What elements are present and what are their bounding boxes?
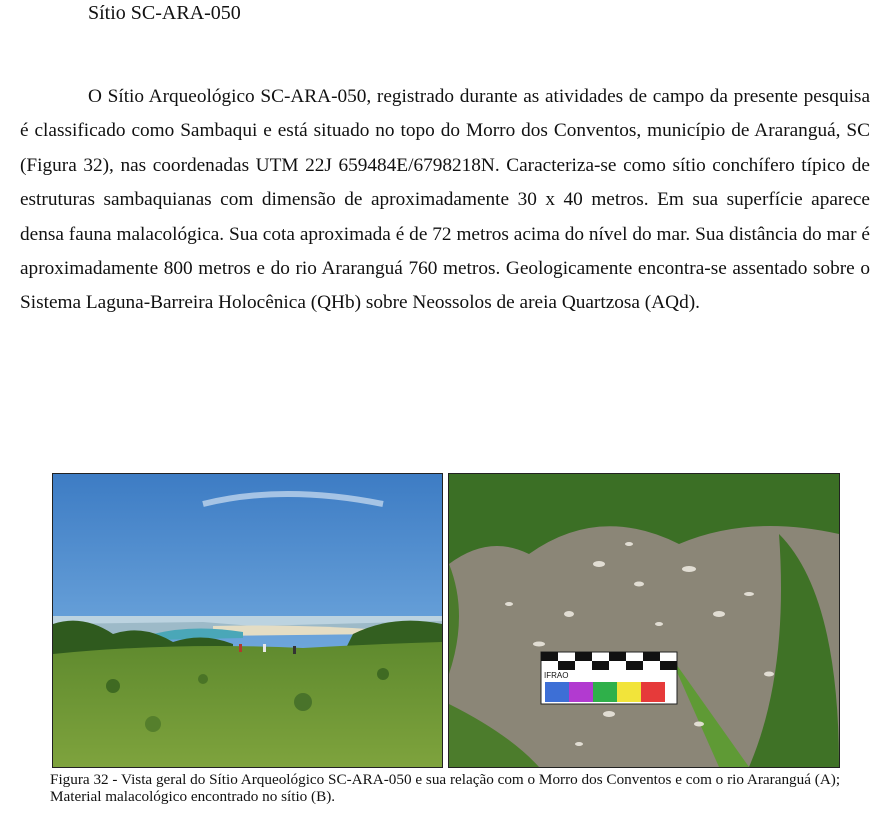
landscape-photo <box>52 473 443 768</box>
svg-text:IFRAO: IFRAO <box>544 671 569 680</box>
ifrao-scale-card <box>541 652 677 704</box>
description-paragraph: O Sítio Arqueológico SC-ARA-050, registrado durante as atividades de campo da presente pesquisa é classificado como Sambaqui e está situado no topo do Morro dos Conventos, município de Araranguá, SC (Figura 32), nas coordenadas UTM 22J 659484E/6798218N. Caracteriza-se como sítio conchífero típico de estruturas sambaquianas com dimensão de aproximadamente 30 x 40 metros. Em sua superfície aparece densa fauna malacológica. Sua cota aproximada é de 72 metros acima do nível do mar. Sua distância do mar é aproximadamente 800 metros e do rio Araranguá 760 metros. Geologicamente encontra-se assentado sobre o Sistema Laguna-Barreira Holocênica (QHb) sobre Neossolos de areia Quartzosa (AQd). <box>20 86 870 314</box>
shell-material-photo <box>448 473 840 768</box>
figure-caption: Figura 32 - Vista geral do Sítio Arqueológico SC-ARA-050 e sua relação com o Morro dos Conventos e com o rio Araranguá (A); Material malacológico encontrado no sítio (B). <box>50 771 841 805</box>
site-heading: Sítio SC-ARA-050 <box>88 2 241 24</box>
